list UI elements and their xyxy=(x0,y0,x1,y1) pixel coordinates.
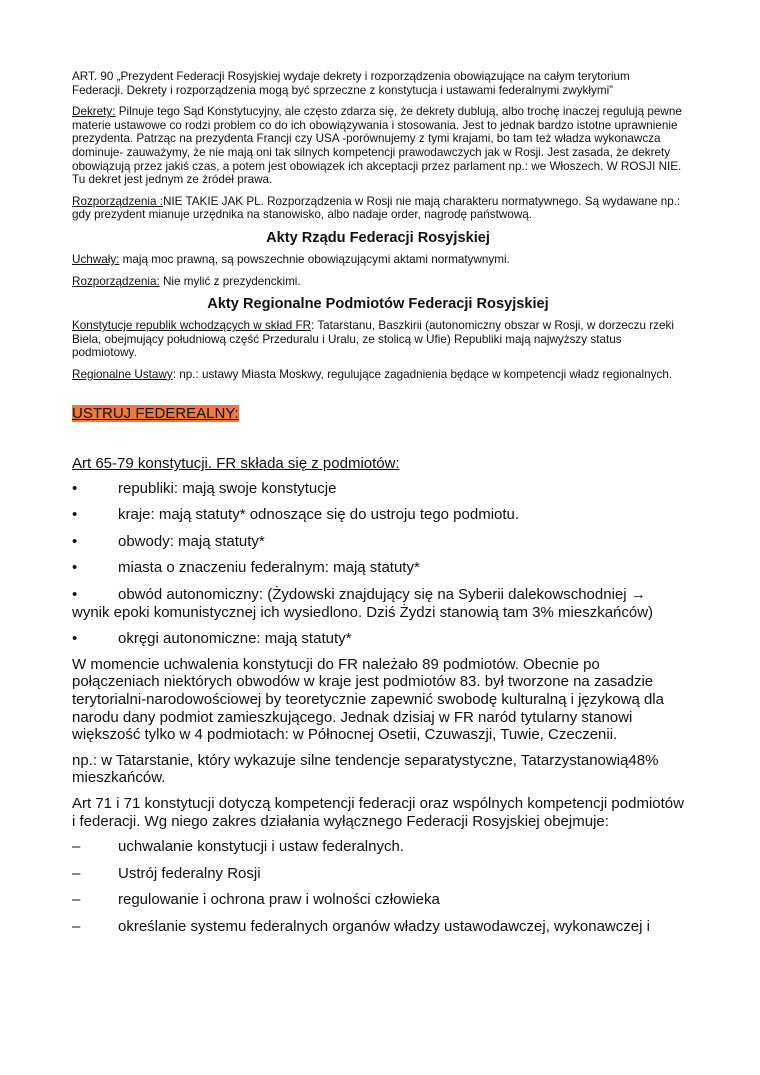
list-item-text: obwody: mają statuty* xyxy=(118,532,265,550)
document-page xyxy=(72,70,684,936)
bullet-marker: • xyxy=(72,630,78,648)
list-item xyxy=(72,891,684,909)
dekrety-text: Pilnuje tego Sąd Konstytucyjny, ale często zdarza się, że dekrety dublują, albo trochę inaczej regulują pewne materie ustawowe co rodzi problem co do ich obowiązywania i stosowania. Jest to jednak bardzo istotne uprawnienie prezydenta. Patrząc na prezydenta Francji czy USA -porównujemy z tymi krajami, bo tam też władza wykonawcza dominuje- zauważymy, że nie mają oni tak silnych kompetencji prawodawczych jak w Rosji. Jest zasada, że dekrety obowiązują przez jakiś czas, a potem jest obowiązek ich akceptacji przez parlament np.: we Włoszech. W ROSJI NIE. Tu dekret jest jednym ze źródeł prawa. xyxy=(72,105,682,187)
ustawy-paragraph xyxy=(72,368,684,382)
rozporzadzenia-label: Rozporządzenia : xyxy=(72,194,163,208)
list-item xyxy=(72,865,684,883)
dash-marker: – xyxy=(72,891,81,909)
konstytucje-text: : Tatarstanu, Baszkirii (autonomiczny obszar w Rosji, w dorzeczu rzeki Biela, obejmujący południową część Przeduralu i Uralu, ze stolicą w Ufie) Republiki mają najwyższy status podmiotowy. xyxy=(72,319,674,360)
list-item-text: obwód autonomiczny: (Żydowski znajdujący się na Syberii dalekowschodniej → wynik epoki komunistycznej ich wysiedlono. Dziś Żydzi stanowią tam 3% mieszkańców) xyxy=(72,586,654,621)
rozporzadzenia-rzadu-label: Rozporządzenia: xyxy=(72,274,160,288)
list-item xyxy=(72,586,684,621)
section-title-paragraph xyxy=(72,405,684,423)
konstytucje-paragraph xyxy=(72,319,684,360)
section-title: USTRUJ FEDEREALNY: xyxy=(72,404,239,422)
list-item xyxy=(72,480,684,498)
list-item-text: uchwalanie konstytucji i ustaw federalnych. xyxy=(118,838,404,856)
art65-heading: Art 65-79 konstytucji. FR składa się z podmiotów: xyxy=(72,455,400,473)
list-item-text: republiki: mają swoje konstytucje xyxy=(118,479,337,497)
dash-marker: – xyxy=(72,864,81,882)
bullet-marker: • xyxy=(72,586,78,604)
list-item xyxy=(72,838,684,856)
list-item-text: kraje: mają statuty* odnoszące się do ustroju tego podmiotu. xyxy=(118,506,520,524)
list-item-text: regulowanie i ochrona praw i wolności człowieka xyxy=(118,891,440,909)
podmioty-paragraph: W momencie uchwalenia konstytucji do FR należało 89 podmiotów. Obecnie po połączeniach niektórych obwodów w kraje jest podmiotów 83. był tworzone na zasadzie terytorialni-narodowościowej by teoretycznie zapewnić swobodę kulturalną i językową dla narodu dany podmiot zamieszkującego. Jednak dzisiaj w FR naród tytularny stanowi większość tylko w 4 podmiotach: w Północnej Osetii, Czuwaszji, Tuwie, Czeczenii. xyxy=(72,655,664,744)
bullet-marker: • xyxy=(72,559,78,577)
dash-marker: – xyxy=(72,838,81,856)
uchwaly-paragraph xyxy=(72,253,684,267)
rozporzadzenia-rzadu-text: Nie mylić z prezydenckimi. xyxy=(159,274,301,288)
bullet-marker: • xyxy=(72,506,78,524)
art90-paragraph: ART. 90 „Prezydent Federacji Rosyjskiej wydaje dekrety i rozporządzenia obowiązujące na całym terytorium Federacji. Dekrety i rozporządzenia mogą być sprzeczne z konstytucja i ustawami federalnymi zwykłymi” xyxy=(72,70,630,97)
ustawy-label: Regionalne Ustawy xyxy=(72,367,173,381)
list-item xyxy=(72,506,684,524)
heading-akty-rzadu: Akty Rządu Federacji Rosyjskiej xyxy=(266,229,490,246)
list-item-text: Ustrój federalny Rosji xyxy=(118,864,261,882)
list-item xyxy=(72,533,684,551)
uchwaly-text: mają moc prawną, są powszechnie obowiązującymi aktami normatywnymi. xyxy=(119,252,510,266)
list-item xyxy=(72,630,684,648)
list-item xyxy=(72,559,684,577)
bullet-marker: • xyxy=(72,479,78,497)
ustawy-text: : np.: ustawy Miasta Moskwy, regulujące zagadnienia będące w kompetencji władz regionalnych. xyxy=(172,367,673,381)
bullet-marker: • xyxy=(72,532,78,550)
dekrety-paragraph xyxy=(72,105,684,187)
uchwaly-label: Uchwały: xyxy=(72,252,120,266)
dash-marker: – xyxy=(72,917,81,935)
rozporzadzenia-rzadu-paragraph xyxy=(72,275,684,289)
rozporzadzenia-paragraph xyxy=(72,195,684,222)
dekrety-label: Dekrety: xyxy=(72,105,116,119)
kompetencje-paragraph: Art 71 i 71 konstytucji dotyczą kompetencji federacji oraz wspólnych kompetencji podmiotów i federacji. Wg niego zakres działania wyłącznego Federacji Rosyjskiej obejmuje: xyxy=(72,795,684,830)
list-item xyxy=(72,918,684,936)
konstytucje-label: Konstytucje republik wchodzących w skład FR xyxy=(72,319,312,333)
list-item-text: okręgi autonomiczne: mają statuty* xyxy=(118,630,352,648)
list-item-text: miasta o znaczeniu federalnym: mają statuty* xyxy=(118,559,420,577)
heading-akty-regionalne: Akty Regionalne Podmiotów Federacji Rosyjskiej xyxy=(207,296,549,313)
tatarstan-paragraph: np.: w Tatarstanie, który wykazuje silne tendencje separatystyczne, Tatarzystanowią48% mieszkańców. xyxy=(72,751,659,787)
rozporzadzenia-text: NIE TAKIE JAK PL. Rozporządzenia w Rosji nie mają charakteru normatywnego. Są wydawane np.: gdy prezydent mianuje urzędnika na stanowisko, albo nadaje order, nagrodę państwową. xyxy=(72,194,681,222)
list-item-text: określanie systemu federalnych organów władzy ustawodawczej, wykonawczej i xyxy=(118,917,650,935)
